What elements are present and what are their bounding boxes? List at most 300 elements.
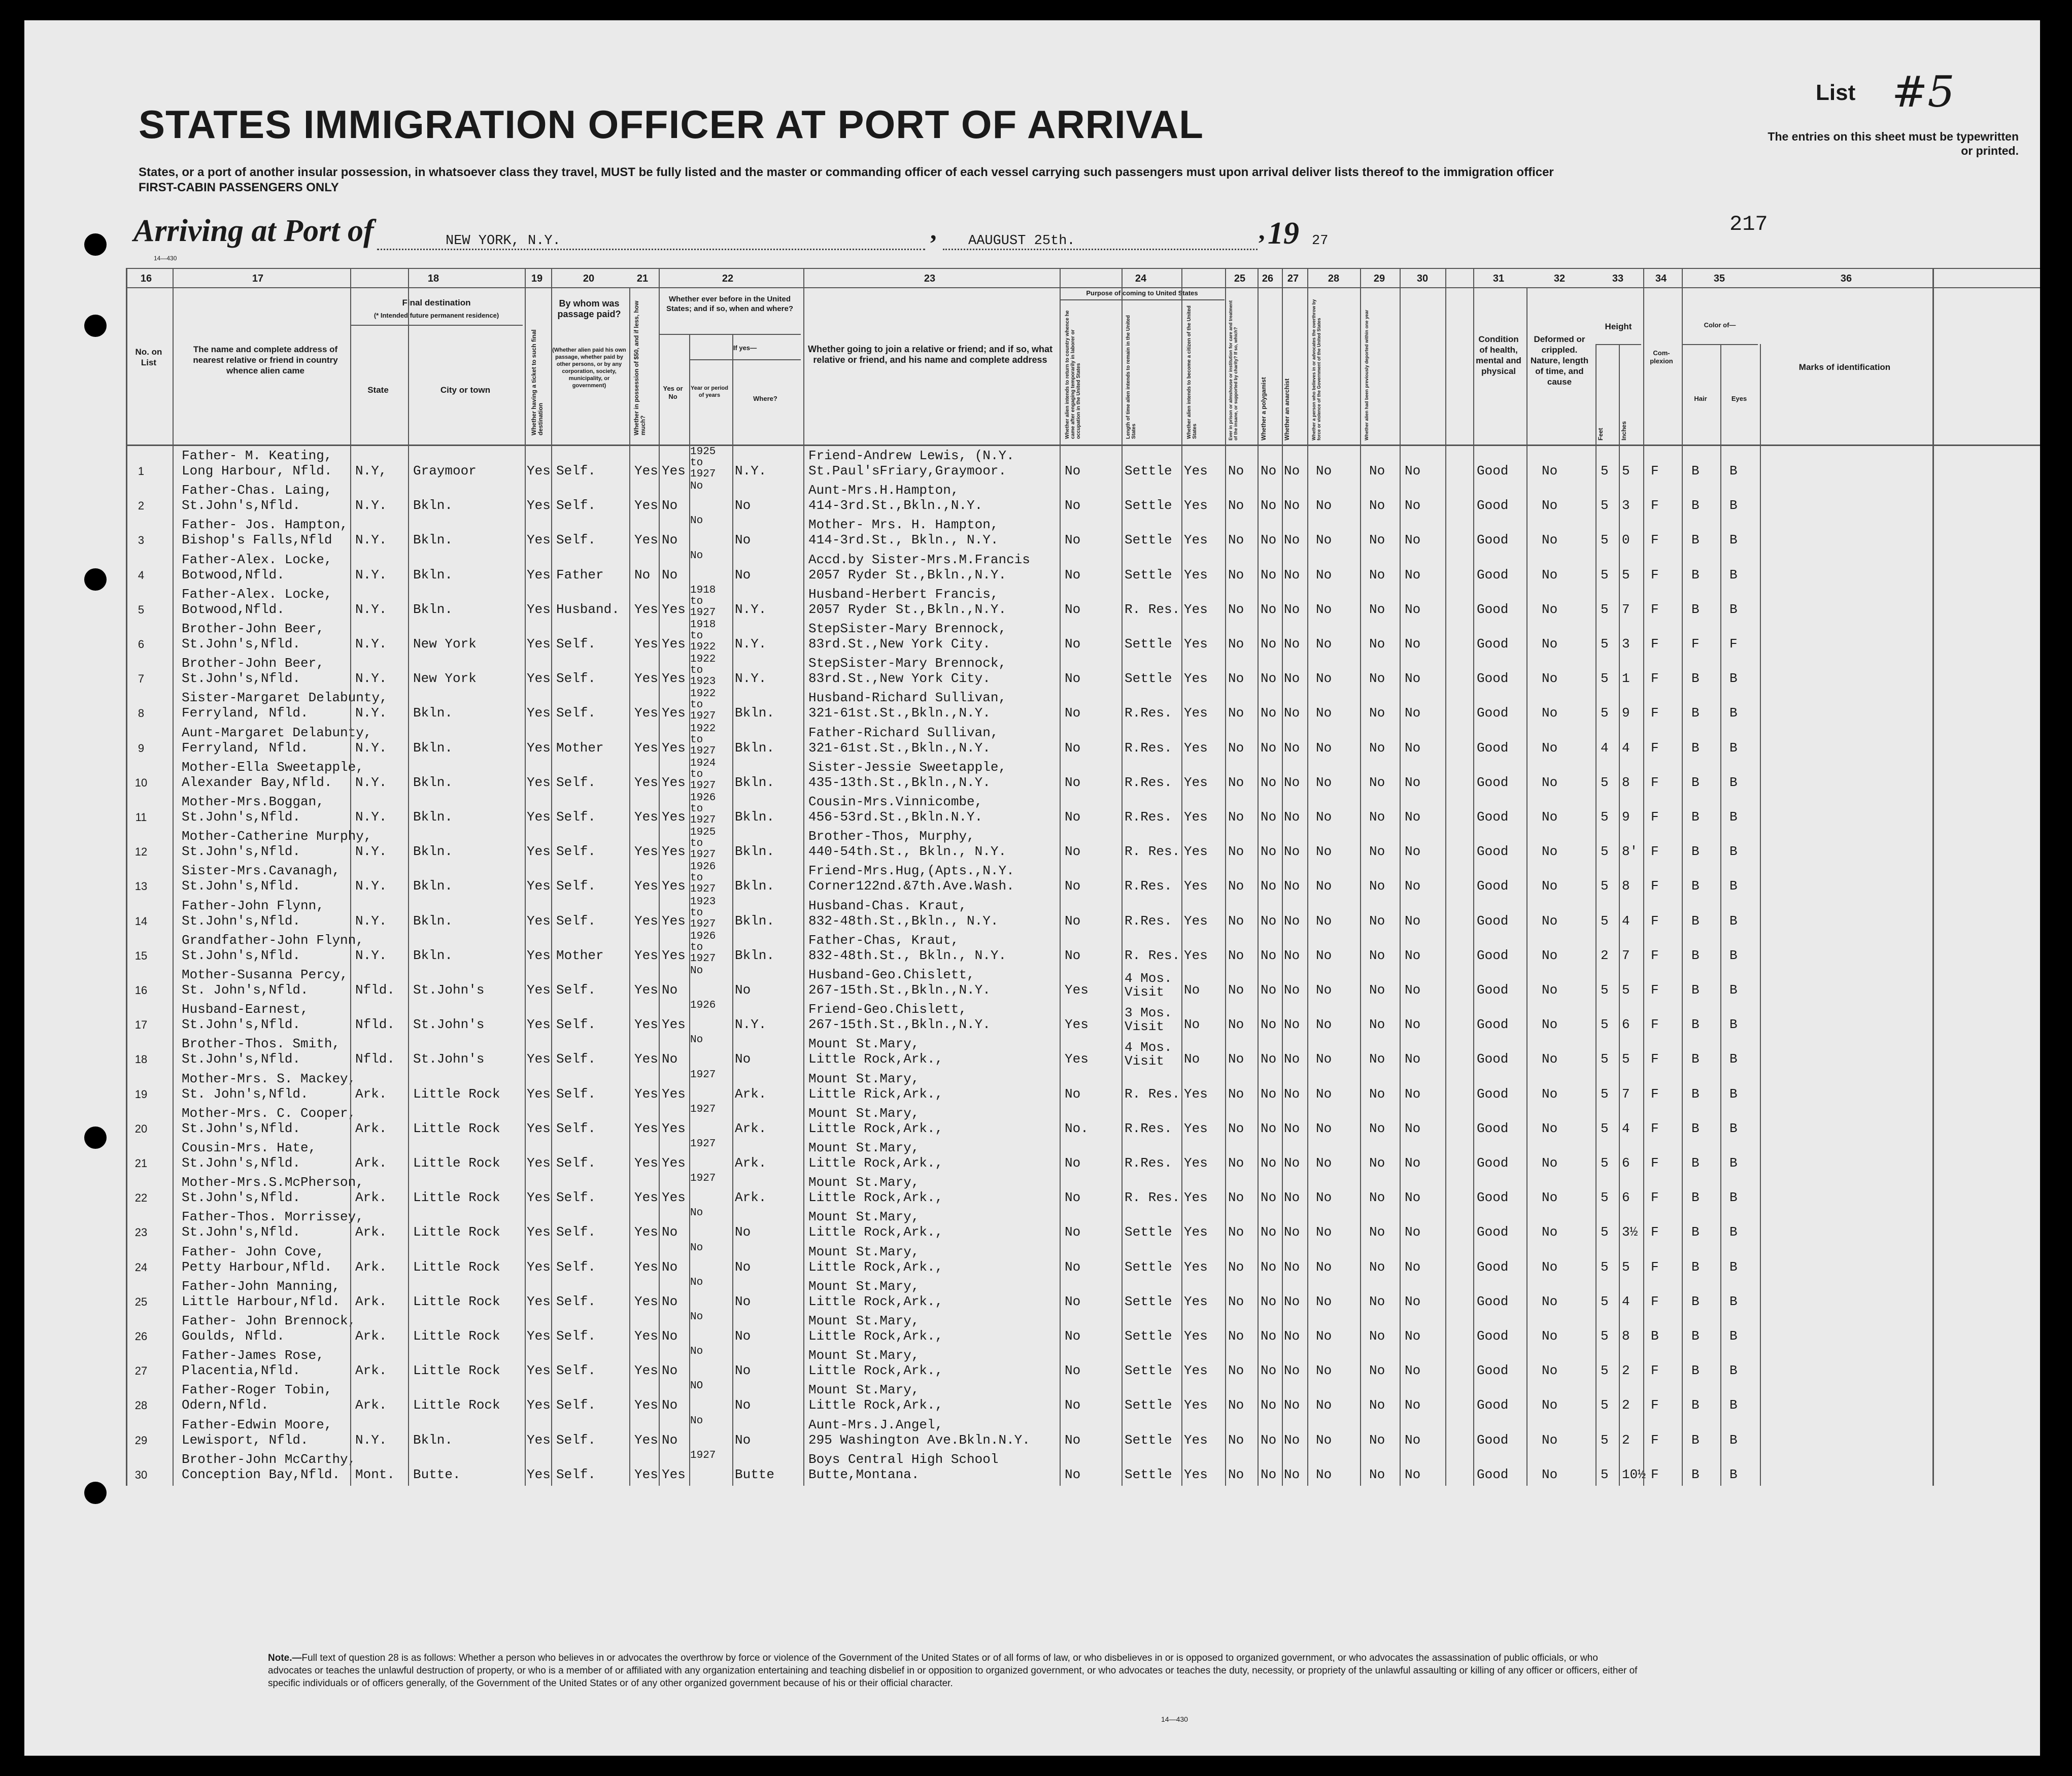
cell-c25: No — [1228, 878, 1244, 894]
cell-join2: 414-3rd.St., Bkln., N.Y. — [808, 532, 999, 548]
cell-rel2: Lewisport, Nfld. — [182, 1432, 309, 1448]
cell-comp: B — [1651, 1328, 1659, 1344]
cell-p2: Settle — [1125, 1328, 1172, 1344]
cell-join2: Little Rock,Ark., — [808, 1190, 943, 1206]
cell-deformed: No — [1542, 1224, 1558, 1240]
table-row — [126, 481, 1932, 519]
cell-before: No — [662, 1363, 678, 1379]
cell-c29: No — [1369, 947, 1385, 963]
cell-p2: R.Res. — [1125, 1120, 1172, 1136]
cell-join2: 267-15th.St.,Bkln.,N.Y. — [808, 982, 991, 998]
cell-health: Good — [1477, 1466, 1509, 1482]
table-rule — [350, 325, 523, 326]
cell-fifty: Yes — [634, 913, 658, 929]
cell-paid: Self. — [556, 532, 596, 548]
cell-eyes: B — [1729, 671, 1738, 687]
cell-no: 17 — [134, 1018, 148, 1032]
cell-ticket: Yes — [527, 567, 551, 583]
table-row — [126, 1312, 1932, 1349]
cell-rel1: Father-Alex. Locke, — [182, 552, 332, 567]
table-row — [126, 585, 1932, 623]
cell-p3: Yes — [1184, 1293, 1208, 1309]
cell-p2: Settle — [1125, 1466, 1172, 1482]
cell-hair: B — [1691, 1120, 1700, 1136]
cell-feet: 5 — [1601, 601, 1609, 617]
cell-c29: No — [1369, 774, 1385, 790]
cell-paid: Self. — [556, 878, 596, 894]
cell-join1: Mount St.Mary, — [808, 1071, 920, 1086]
cell-p1: No — [1065, 636, 1081, 652]
cell-c29: No — [1369, 1017, 1385, 1033]
cell-deformed: No — [1542, 601, 1558, 617]
cell-hair: B — [1691, 1190, 1700, 1206]
cell-join1: Mount St.Mary, — [808, 1209, 920, 1225]
cell-health: Good — [1477, 913, 1509, 929]
cell-c28: No — [1316, 774, 1332, 790]
cell-p3: No — [1184, 1017, 1200, 1033]
cell-paid: Self. — [556, 671, 596, 687]
cell-state: N.Y. — [355, 498, 387, 514]
cell-c25: No — [1228, 636, 1244, 652]
cell-feet: 5 — [1601, 463, 1609, 479]
cell-deformed: No — [1542, 532, 1558, 548]
cell-paid: Self. — [556, 1224, 596, 1240]
cell-c28: No — [1316, 705, 1332, 721]
cell-eyes: B — [1729, 601, 1738, 617]
cell-city: St.John's — [413, 982, 485, 998]
cell-hair: B — [1691, 705, 1700, 721]
cell-rel1: Father-John Flynn, — [182, 898, 324, 913]
cell-city: New York — [413, 636, 477, 652]
cell-deformed: No — [1542, 1328, 1558, 1344]
cell-ticket: Yes — [527, 844, 551, 860]
cell-eyes: B — [1729, 1224, 1738, 1240]
cell-feet: 5 — [1601, 1363, 1609, 1379]
cell-comp: F — [1651, 878, 1659, 894]
cell-where: Bkln. — [735, 878, 775, 894]
cell-years: 1927 — [690, 1069, 716, 1081]
cell-where: N.Y. — [735, 463, 767, 479]
cell-rel2: Petty Harbour,Nfld. — [182, 1259, 332, 1275]
cell-c29: No — [1369, 982, 1385, 998]
cell-p1: No — [1065, 1190, 1081, 1206]
cell-health: Good — [1477, 532, 1509, 548]
cell-city: Little Rock — [413, 1155, 500, 1171]
header-hair: Hair — [1694, 395, 1707, 402]
cell-deformed: No — [1542, 636, 1558, 652]
cell-hair: B — [1691, 982, 1700, 998]
cell-c30: No — [1405, 947, 1421, 963]
cell-c30: No — [1405, 1397, 1421, 1413]
cell-years: 1927 — [690, 1138, 716, 1150]
cell-no: 14 — [134, 914, 148, 928]
cell-years: 1918 to 1922 — [690, 619, 716, 653]
cell-comp: F — [1651, 1120, 1659, 1136]
cell-feet: 4 — [1601, 740, 1609, 756]
cell-rel2: St.John's,Nfld. — [182, 809, 301, 825]
cell-paid: Self. — [556, 1466, 596, 1482]
cell-c30: No — [1405, 567, 1421, 583]
cell-where: No — [735, 498, 751, 514]
cell-no: 15 — [134, 949, 148, 962]
cell-before: Yes — [662, 1017, 686, 1033]
cell-c27: No — [1284, 567, 1300, 583]
cell-c27: No — [1284, 1051, 1300, 1067]
cell-p2: R.Res. — [1125, 740, 1172, 756]
cell-c28: No — [1316, 809, 1332, 825]
cell-c27: No — [1284, 1155, 1300, 1171]
cell-join2: 321-61st.St.,Bkln.,N.Y. — [808, 705, 991, 721]
cell-c30: No — [1405, 1363, 1421, 1379]
table-rule — [659, 268, 660, 1486]
header-inches: Inches — [1620, 421, 1627, 440]
dotted-line — [943, 249, 1258, 250]
cell-p2: R.Res. — [1125, 1155, 1172, 1171]
cell-comp: F — [1651, 1190, 1659, 1206]
cell-where: N.Y. — [735, 636, 767, 652]
class-line: FIRST-CABIN PASSENGERS ONLY — [139, 181, 339, 194]
cell-p2: R. Res. — [1125, 601, 1180, 617]
cell-c30: No — [1405, 705, 1421, 721]
cell-state: Ark. — [355, 1363, 387, 1379]
cell-join2: 83rd.St.,New York City. — [808, 671, 991, 687]
cell-eyes: B — [1729, 1293, 1738, 1309]
cell-inches: 5 — [1622, 1051, 1630, 1067]
cell-fifty: Yes — [634, 532, 658, 548]
cell-where: Bkln. — [735, 947, 775, 963]
cell-rel2: Bishop's Falls,Nfld — [182, 532, 332, 548]
cell-rel1: Father-James Rose, — [182, 1348, 324, 1363]
binder-hole — [84, 1126, 107, 1149]
cell-city: Bkln. — [413, 774, 453, 790]
table-rule — [408, 268, 409, 1486]
cell-no: 27 — [134, 1364, 148, 1378]
cell-rel2: St.John's,Nfld. — [182, 671, 301, 687]
column-number: 30 — [1416, 273, 1429, 284]
cell-hair: B — [1691, 1363, 1700, 1379]
cell-before: Yes — [662, 671, 686, 687]
header-purpose: Purpose of coming to United States — [1086, 289, 1198, 297]
cell-p3: Yes — [1184, 1432, 1208, 1448]
cell-c25: No — [1228, 809, 1244, 825]
header-overthrow: Whether a person who believes in or advocates the overthrow by force or violence of the Government of the United States — [1311, 299, 1321, 440]
cell-deformed: No — [1542, 498, 1558, 514]
cell-rel2: St.John's,Nfld. — [182, 1120, 301, 1136]
cell-comp: F — [1651, 1224, 1659, 1240]
cell-p1: No — [1065, 1086, 1081, 1102]
cell-c27: No — [1284, 913, 1300, 929]
cell-where: No — [735, 1432, 751, 1448]
cell-c29: No — [1369, 463, 1385, 479]
cell-before: No — [662, 532, 678, 548]
cell-state: N.Y, — [355, 463, 387, 479]
cell-paid: Self. — [556, 982, 596, 998]
cell-p3: Yes — [1184, 532, 1208, 548]
cell-c29: No — [1369, 1397, 1385, 1413]
cell-eyes: F — [1729, 636, 1738, 652]
cell-before: No — [662, 498, 678, 514]
cell-no: 7 — [138, 672, 145, 686]
cell-c28: No — [1316, 982, 1332, 998]
cell-c29: No — [1369, 1086, 1385, 1102]
cell-eyes: B — [1729, 705, 1738, 721]
cell-health: Good — [1477, 1259, 1509, 1275]
cell-fifty: Yes — [634, 1120, 658, 1136]
cell-c25: No — [1228, 1120, 1244, 1136]
cell-city: Butte. — [413, 1466, 461, 1482]
cell-years: No — [690, 1415, 703, 1427]
cell-health: Good — [1477, 1086, 1509, 1102]
header-purpose-return: Whether alien intends to return to country whence he came after engaging temporarily in laborer or occupation in the United States — [1065, 310, 1081, 439]
table-row — [126, 1173, 1932, 1211]
table-rule — [126, 268, 2040, 269]
cell-no: 24 — [134, 1260, 148, 1274]
cell-deformed: No — [1542, 844, 1558, 860]
cell-years: 1922 to 1923 — [690, 654, 716, 688]
cell-p3: Yes — [1184, 567, 1208, 583]
cell-fifty: Yes — [634, 1397, 658, 1413]
cell-fifty: Yes — [634, 601, 658, 617]
cell-feet: 5 — [1601, 671, 1609, 687]
cell-join1: Cousin-Mrs.Vinnicombe, — [808, 794, 983, 809]
manifest-table — [126, 268, 2040, 1486]
cell-rel2: St.John's,Nfld. — [182, 878, 301, 894]
cell-years: 1922 to 1927 — [690, 723, 716, 757]
footnote-text: Full text of question 28 is as follows: Whether a person who believes in or advocates the overthrow by force or violence of the Government of the United States or of all forms of law, or who disbelieves in or is opposed to organized government, or who advocates the assassination of public officials, or who advocates or teaches the unlawful destruction of property, or who is a member of or affiliated with any organization entertaining and teaching disbelief in or opposition to organized government, or who advocates or teaches the duty, necessity, or propriety of the unlawful assaulting or killing of any officer or officers, either of specific individuals or of officers generally, of the Government of the United States or of any other organized government because of his or their official character. — [268, 1653, 1638, 1689]
cell-p2: Settle — [1125, 636, 1172, 652]
column-number: 17 — [252, 273, 264, 284]
cell-years: 1922 to 1927 — [690, 688, 716, 723]
cell-c28: No — [1316, 532, 1332, 548]
cell-rel1: Father- M. Keating, — [182, 448, 332, 463]
cell-c25: No — [1228, 774, 1244, 790]
cell-feet: 5 — [1601, 636, 1609, 652]
cell-p3: Yes — [1184, 1328, 1208, 1344]
cell-state: N.Y. — [355, 774, 387, 790]
table-row — [126, 551, 1932, 588]
cell-c30: No — [1405, 982, 1421, 998]
cell-deformed: No — [1542, 1293, 1558, 1309]
cell-c25: No — [1228, 1086, 1244, 1102]
cell-eyes: B — [1729, 1086, 1738, 1102]
cell-deformed: No — [1542, 463, 1558, 479]
cell-state: Nfld. — [355, 1017, 395, 1033]
column-number: 16 — [140, 273, 152, 284]
cell-ticket: Yes — [527, 636, 551, 652]
cell-rel2: St.John's,Nfld. — [182, 1190, 301, 1206]
cell-hair: B — [1691, 1224, 1700, 1240]
cell-before: No — [662, 1224, 678, 1240]
cell-hair: B — [1691, 1293, 1700, 1309]
cell-c30: No — [1405, 1259, 1421, 1275]
cell-ticket: Yes — [527, 1432, 551, 1448]
cell-c25: No — [1228, 1293, 1244, 1309]
cell-no: 12 — [134, 845, 148, 859]
cell-ticket: Yes — [527, 1293, 551, 1309]
cell-eyes: B — [1729, 532, 1738, 548]
cell-inches: 2 — [1622, 1397, 1630, 1413]
cell-where: No — [735, 532, 751, 548]
cell-c26: No — [1261, 913, 1277, 929]
header-final-destination-note: (* Intended future permanent residence) — [373, 312, 499, 319]
cell-p3: Yes — [1184, 1120, 1208, 1136]
cell-c25: No — [1228, 740, 1244, 756]
cell-eyes: B — [1729, 498, 1738, 514]
cell-c29: No — [1369, 1293, 1385, 1309]
cell-rel1: Father-Roger Tobin, — [182, 1382, 332, 1398]
cell-before: Yes — [662, 463, 686, 479]
cell-c25: No — [1228, 1466, 1244, 1482]
cell-c28: No — [1316, 740, 1332, 756]
cell-c29: No — [1369, 1466, 1385, 1482]
cell-hair: B — [1691, 1259, 1700, 1275]
cell-where: Butte — [735, 1466, 775, 1482]
cell-feet: 5 — [1601, 982, 1609, 998]
cell-c26: No — [1261, 1328, 1277, 1344]
cell-comp: F — [1651, 671, 1659, 687]
cell-join1: Mount St.Mary, — [808, 1140, 920, 1155]
cell-c28: No — [1316, 671, 1332, 687]
cell-p1: No — [1065, 1466, 1081, 1482]
table-row — [126, 1416, 1932, 1453]
cell-before: No — [662, 1328, 678, 1344]
cell-c26: No — [1261, 878, 1277, 894]
cell-c25: No — [1228, 1432, 1244, 1448]
cell-p1: No — [1065, 671, 1081, 687]
cell-no: 10 — [134, 776, 148, 789]
cell-eyes: B — [1729, 1190, 1738, 1206]
cell-p3: Yes — [1184, 671, 1208, 687]
cell-comp: F — [1651, 705, 1659, 721]
cell-join1: Mother- Mrs. H. Hampton, — [808, 517, 999, 533]
cell-c27: No — [1284, 1017, 1300, 1033]
header-passage-paid: By whom was passage paid? — [557, 298, 621, 319]
cell-c26: No — [1261, 1051, 1277, 1067]
cell-years: 1926 to 1927 — [690, 792, 716, 826]
cell-p1: No. — [1065, 1120, 1089, 1136]
cell-rel2: St.John's,Nfld. — [182, 1051, 301, 1067]
cell-deformed: No — [1542, 913, 1558, 929]
cell-c26: No — [1261, 1190, 1277, 1206]
cell-no: 16 — [134, 984, 148, 997]
cell-health: Good — [1477, 567, 1509, 583]
table-rule — [659, 334, 801, 335]
cell-inches: 10½ — [1622, 1466, 1646, 1482]
cell-c25: No — [1228, 913, 1244, 929]
cell-join1: Boys Central High School — [808, 1451, 999, 1467]
cell-inches: 4 — [1622, 740, 1630, 756]
cell-p2: 4 Mos. Visit — [1125, 1040, 1172, 1069]
cell-no: 9 — [138, 741, 145, 755]
cell-paid: Self. — [556, 1120, 596, 1136]
table-row — [126, 1346, 1932, 1384]
cell-deformed: No — [1542, 1397, 1558, 1413]
table-rule — [1360, 268, 1361, 1486]
cell-rel2: Botwood,Nfld. — [182, 567, 285, 583]
column-number: 22 — [722, 273, 734, 284]
cell-comp: F — [1651, 1363, 1659, 1379]
cell-before: Yes — [662, 878, 686, 894]
cell-hair: B — [1691, 1397, 1700, 1413]
cell-hair: B — [1691, 947, 1700, 963]
cell-eyes: B — [1729, 1120, 1738, 1136]
cell-c28: No — [1316, 1466, 1332, 1482]
cell-rel2: St. John's,Nfld. — [182, 982, 309, 998]
table-row — [126, 447, 1932, 484]
cell-rel1: Brother-John Beer, — [182, 621, 324, 636]
cell-health: Good — [1477, 498, 1509, 514]
cell-c29: No — [1369, 567, 1385, 583]
cell-c25: No — [1228, 705, 1244, 721]
table-row — [126, 931, 1932, 969]
table-rule — [1526, 287, 1527, 1486]
cell-deformed: No — [1542, 1086, 1558, 1102]
port-of-arrival: NEW YORK, N.Y. — [446, 233, 561, 249]
table-rule — [1225, 268, 1226, 1486]
cell-inches: 9 — [1622, 705, 1630, 721]
cell-city: Bkln. — [413, 947, 453, 963]
cell-comp: F — [1651, 636, 1659, 652]
cell-join1: Mount St.Mary, — [808, 1244, 920, 1259]
cell-inches: 1 — [1622, 671, 1630, 687]
cell-c29: No — [1369, 532, 1385, 548]
cell-where: Bkln. — [735, 740, 775, 756]
cell-comp: F — [1651, 947, 1659, 963]
cell-years: 1918 to 1927 — [690, 584, 716, 619]
cell-join1: Brother-Thos, Murphy, — [808, 829, 975, 844]
cell-ticket: Yes — [527, 671, 551, 687]
cell-c26: No — [1261, 1466, 1277, 1482]
cell-p2: R. Res. — [1125, 1086, 1180, 1102]
cell-eyes: B — [1729, 1051, 1738, 1067]
cell-comp: F — [1651, 567, 1659, 583]
table-rule — [126, 287, 2040, 288]
cell-feet: 5 — [1601, 705, 1609, 721]
cell-c28: No — [1316, 1224, 1332, 1240]
cell-c30: No — [1405, 671, 1421, 687]
cell-city: Little Rock — [413, 1293, 500, 1309]
header-yes-no: Yes or No — [663, 385, 683, 400]
cell-c29: No — [1369, 1259, 1385, 1275]
cell-years: NO — [690, 1380, 703, 1392]
cell-c29: No — [1369, 913, 1385, 929]
cell-c30: No — [1405, 1017, 1421, 1033]
cell-p1: No — [1065, 774, 1081, 790]
cell-comp: F — [1651, 1293, 1659, 1309]
cell-no: 1 — [138, 465, 145, 477]
header-no-on-list: No. on List — [135, 347, 162, 367]
cell-ticket: Yes — [527, 982, 551, 998]
cell-before: No — [662, 982, 678, 998]
footer-form-code: 14—430 — [1161, 1715, 1188, 1723]
cell-p3: Yes — [1184, 913, 1208, 929]
cell-c29: No — [1369, 671, 1385, 687]
cell-p2: Settle — [1125, 498, 1172, 514]
cell-p3: Yes — [1184, 601, 1208, 617]
cell-p1: Yes — [1065, 1017, 1089, 1033]
cell-p1: No — [1065, 1224, 1081, 1240]
cell-rel2: Botwood,Nfld. — [182, 601, 285, 617]
cell-deformed: No — [1542, 1259, 1558, 1275]
column-number: 19 — [531, 273, 543, 284]
cell-state: Ark. — [355, 1293, 387, 1309]
cell-c26: No — [1261, 1120, 1277, 1136]
table-rule — [1181, 268, 1182, 1486]
cell-comp: F — [1651, 1259, 1659, 1275]
cell-p3: Yes — [1184, 1086, 1208, 1102]
cell-where: N.Y. — [735, 671, 767, 687]
cell-rel1: Brother-John McCarthy, — [182, 1451, 356, 1467]
